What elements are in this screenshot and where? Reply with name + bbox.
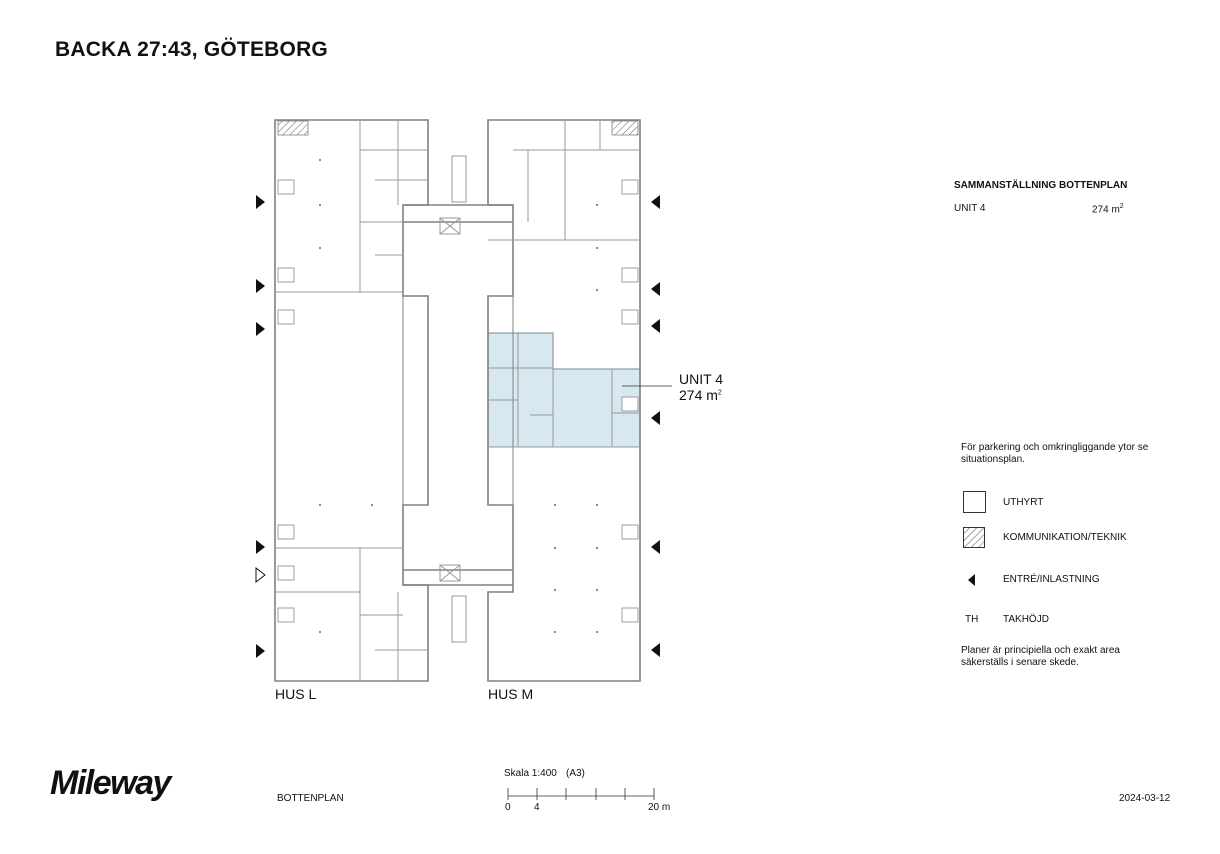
- scale-tick-4: 4: [534, 802, 540, 813]
- legend-hatch-symbol: [963, 527, 986, 549]
- drawing-name: BOTTENPLAN: [277, 793, 344, 804]
- building-label-hus-m: HUS M: [488, 686, 534, 702]
- legend-disclaimer: Planer är principiella och exakt area säkerställs i senare skede.: [961, 645, 1120, 668]
- scale-tick-0: 0: [505, 802, 511, 813]
- summary-unit-area: 274 $m^2$: [1092, 203, 1124, 216]
- legend-label-takhojd: TAKHÖJD: [1003, 614, 1049, 625]
- unit-4-area-label: 274 $m^2$: [679, 387, 722, 403]
- legend-label-entre: ENTRÉ/INLASTNING: [1003, 574, 1100, 585]
- scale-label: Skala 1:400: [504, 768, 557, 779]
- building-label-hus-l: HUS L: [275, 686, 317, 702]
- entrance-markers-right: [651, 195, 660, 657]
- hus-l-outline: [275, 120, 428, 681]
- unit-4-label: UNIT 4: [679, 371, 724, 387]
- legend-label-kommunikation: KOMMUNIKATION/TEKNIK: [1003, 532, 1127, 543]
- scale-tick-20m: 20 m: [648, 802, 671, 813]
- scale-bar: [508, 788, 654, 800]
- entrance-markers-left: [256, 195, 265, 658]
- paper-size: (A3): [566, 768, 585, 779]
- hatch-area-l: [278, 121, 308, 135]
- connector-bottom: [403, 570, 513, 585]
- legend-label-uthyrt: UTHYRT: [1003, 497, 1044, 508]
- legend-box-symbol: [963, 491, 986, 513]
- summary-unit-name: UNIT 4: [954, 203, 986, 214]
- drawing-date: 2024-03-12: [1119, 793, 1171, 804]
- legend-th-symbol: TH: [965, 614, 979, 625]
- hatch-area-m: [612, 121, 638, 135]
- unit-4-area: [488, 333, 640, 447]
- legend-intro: För parkering och omkringliggande ytor se situationsplan.: [961, 442, 1149, 465]
- mileway-logo: Mileway: [50, 764, 170, 802]
- page-title: BACKA 27:43, GÖTEBORG: [55, 38, 328, 61]
- summary-heading: SAMMANSTÄLLNING BOTTENPLAN: [954, 180, 1128, 191]
- legend-triangle-symbol: [967, 574, 977, 586]
